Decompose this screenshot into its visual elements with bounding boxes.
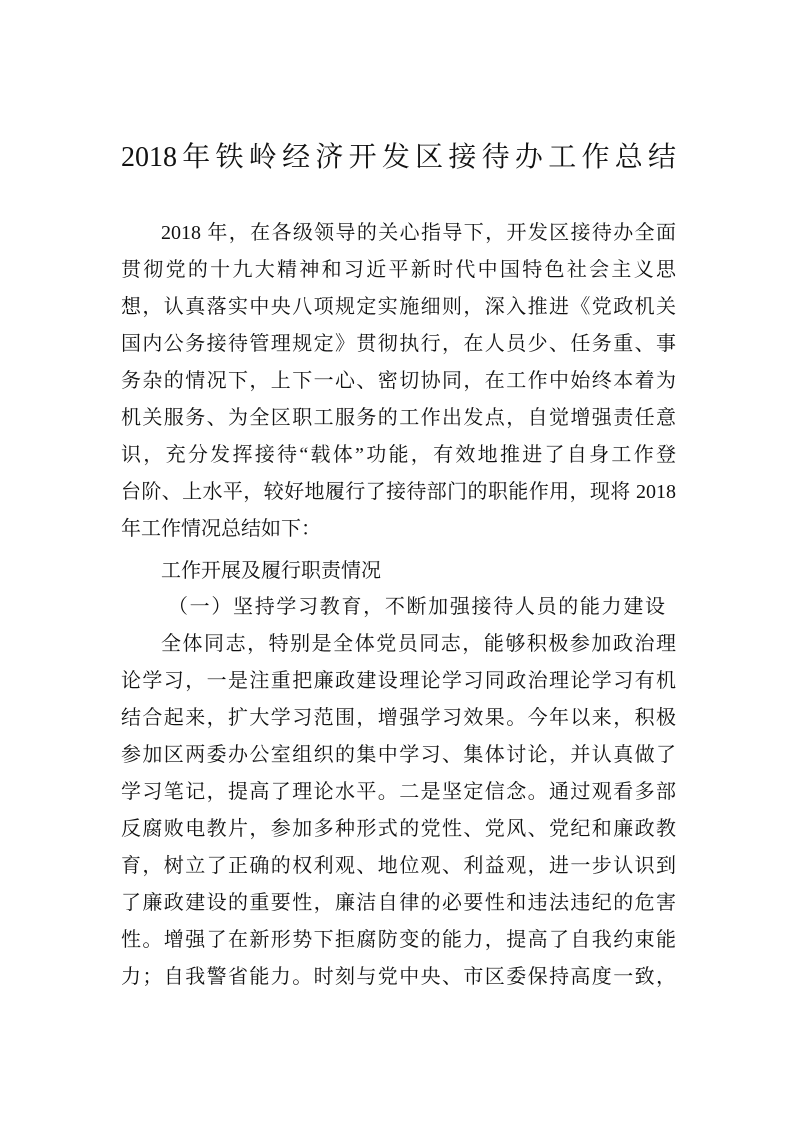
text-line: 机关服务、为全区职工服务的工作出发点，自觉增强责任意 [121,407,676,429]
text-line: 学习笔记，提高了理论水平。二是坚定信念。通过观看多部 [121,781,676,803]
text-line: 育，树立了正确的权利观、地位观、利益观，进一步认识到 [121,855,676,877]
text-line: 论学习，一是注重把廉政建设理论学习同政治理论学习有机 [121,670,676,692]
text-line: 性。增强了在新形势下拒腐防变的能力，提高了自我约束能 [121,929,676,951]
text-line: 贯彻党的十九大精神和习近平新时代中国特色社会主义思 [121,259,676,281]
text-line: 识，充分发挥接待“载体”功能，有效地推进了自身工作登 [121,444,676,466]
text-line: 务杂的情况下，上下一心、密切协同，在工作中始终本着为 [121,370,676,392]
document-title: 2018年铁岭经济开发区接待办工作总结 [121,142,676,173]
text-line: 结合起来，扩大学习范围，增强学习效果。今年以来，积极 [121,707,676,729]
subsection-heading: （一）坚持学习教育，不断加强接待人员的能力建设 [168,596,665,618]
text-line: 2018 年，在各级领导的关心指导下，开发区接待办全面 [161,222,676,244]
text-line: 力；自我警省能力。时刻与党中央、市区委保持高度一致， [121,966,676,988]
text-line: 国内公务接待管理规定》贯彻执行，在人员少、任务重、事 [121,333,676,355]
text-line: 参加区两委办公室组织的集中学习、集体讨论，并认真做了 [121,744,676,766]
text-line: 了廉政建设的重要性，廉洁自律的必要性和违法违纪的危害 [121,892,676,914]
section-heading: 工作开展及履行职责情况 [161,560,381,582]
text-line: 全体同志，特别是全体党员同志，能够积极参加政治理 [161,633,676,655]
text-line: 想，认真落实中央八项规定实施细则，深入推进《党政机关 [121,296,676,318]
text-line: 反腐败电教片，参加多种形式的党性、党风、党纪和廉政教 [121,818,676,840]
text-line: 台阶、上水平，较好地履行了接待部门的职能作用，现将 2018 [121,481,676,503]
text-line: 年工作情况总结如下： [121,518,321,540]
